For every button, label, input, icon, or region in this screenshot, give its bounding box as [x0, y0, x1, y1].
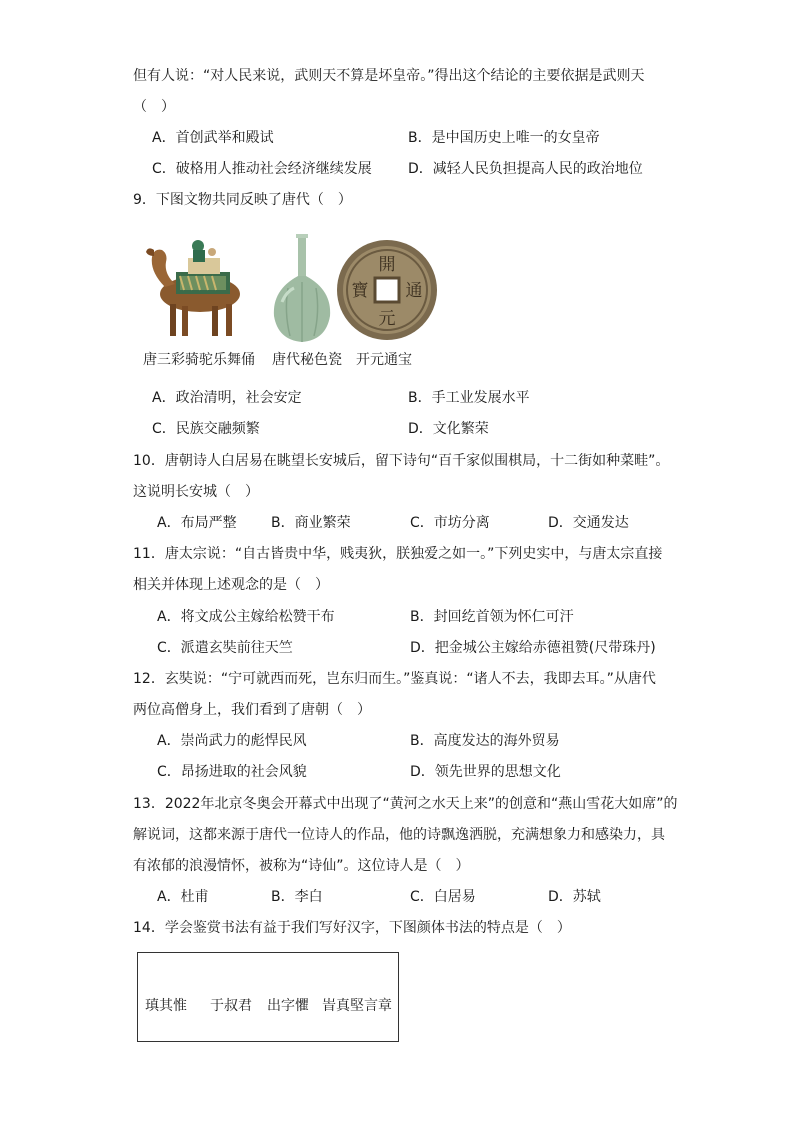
q13-option-c[interactable]: C．白居易: [410, 889, 476, 905]
calligraphy-group-4: 峕真堅言章: [322, 998, 392, 1014]
q11-option-a[interactable]: A．将文成公主嫁给松赞干布: [157, 609, 335, 625]
calligraphy-group-3: 出字懼: [267, 998, 309, 1014]
kaiyuan-coin-image: [337, 240, 437, 340]
q8-option-c[interactable]: C．破格用人推动社会经济继续发展: [152, 161, 372, 177]
coin-char-right: 通: [405, 281, 423, 301]
celadon-vase-image: [274, 234, 330, 342]
calligraphy-group-1: 瑱其惟: [145, 998, 187, 1014]
q13-option-a[interactable]: A．杜甫: [157, 889, 209, 905]
q9-option-d[interactable]: D．文化繁荣: [408, 421, 489, 437]
coin-char-top: 開: [378, 255, 396, 275]
q9-option-b[interactable]: B．手工业发展水平: [408, 390, 530, 406]
q8-stem-line1: 但有人说：“对人民来说，武则天不算是坏皇帝。”得出这个结论的主要依据是武则天: [133, 68, 645, 84]
q10-stem-line2: 这说明长安城（ ）: [133, 484, 259, 500]
q8-stem-line2: （ ）: [133, 99, 175, 115]
q13-option-d[interactable]: D．苏轼: [548, 889, 601, 905]
q9-option-a[interactable]: A．政治清明，社会安定: [152, 390, 302, 406]
q11-option-d[interactable]: D．把金城公主嫁给赤德祖赞(尺带珠丹): [410, 640, 656, 656]
q9-stem: 9．下图文物共同反映了唐代（ ）: [133, 192, 352, 208]
q8-option-b[interactable]: B．是中国历史上唯一的女皇帝: [408, 130, 600, 146]
q8-option-a[interactable]: A．首创武举和殿试: [152, 130, 274, 146]
q12-stem-line2: 两位高僧身上，我们看到了唐朝（ ）: [133, 702, 371, 718]
artifact-label-camel: 唐三彩骑驼乐舞俑: [143, 352, 255, 368]
camel-figurine-image: [146, 240, 240, 336]
q13-stem-line1: 13．2022年北京冬奥会开幕式中出现了“黄河之水天上来”的创意和“燕山雪花大如席”的: [133, 796, 678, 812]
q13-option-b[interactable]: B．李白: [271, 889, 323, 905]
calligraphy-group-2: 于叔君: [210, 998, 252, 1014]
q12-option-b[interactable]: B．高度发达的海外贸易: [410, 733, 560, 749]
q14-stem: 14．学会鉴赏书法有益于我们写好汉字，下图颜体书法的特点是（ ）: [133, 920, 571, 936]
q11-option-b[interactable]: B．封回纥首领为怀仁可汗: [410, 609, 574, 625]
q12-option-a[interactable]: A．崇尚武力的彪悍民风: [157, 733, 307, 749]
q10-option-a[interactable]: A．布局严整: [157, 515, 237, 531]
q12-stem-line1: 12．玄奘说：“宁可就西而死，岂东归而生。”鉴真说：“诸人不去，我即去耳。”从唐代: [133, 671, 656, 687]
coin-char-left: 寶: [351, 281, 369, 301]
q9-artifact-images: [140, 232, 440, 347]
artifact-label-vase: 唐代秘色瓷: [272, 352, 342, 368]
coin-char-bottom: 元: [378, 309, 396, 329]
q11-option-c[interactable]: C．派遣玄奘前往天竺: [157, 640, 293, 656]
q10-option-b[interactable]: B．商业繁荣: [271, 515, 351, 531]
q11-stem-line1: 11．唐太宗说：“自古皆贵中华，贱夷狄，朕独爱之如一。”下列史实中，与唐太宗直接: [133, 546, 663, 562]
q12-option-c[interactable]: C．昂扬进取的社会风貌: [157, 764, 307, 780]
q10-option-c[interactable]: C．市坊分离: [410, 515, 490, 531]
artifact-label-coin: 开元通宝: [356, 352, 412, 368]
q10-option-d[interactable]: D．交通发达: [548, 515, 629, 531]
q10-stem-line1: 10．唐朝诗人白居易在眺望长安城后，留下诗句“百千家似围棋局，十二街如种菜畦”。: [133, 453, 670, 469]
q12-option-d[interactable]: D．领先世界的思想文化: [410, 764, 561, 780]
q8-option-d[interactable]: D．减轻人民负担提高人民的政治地位: [408, 161, 643, 177]
q9-option-c[interactable]: C．民族交融频繁: [152, 421, 260, 437]
q13-stem-line3: 有浓郁的浪漫情怀，被称为“诗仙”。这位诗人是（ ）: [133, 858, 470, 874]
q13-stem-line2: 解说词，这都来源于唐代一位诗人的作品，他的诗飘逸洒脱，充满想象力和感染力，具: [133, 827, 665, 843]
q11-stem-line2: 相关并体现上述观念的是（ ）: [133, 577, 329, 593]
